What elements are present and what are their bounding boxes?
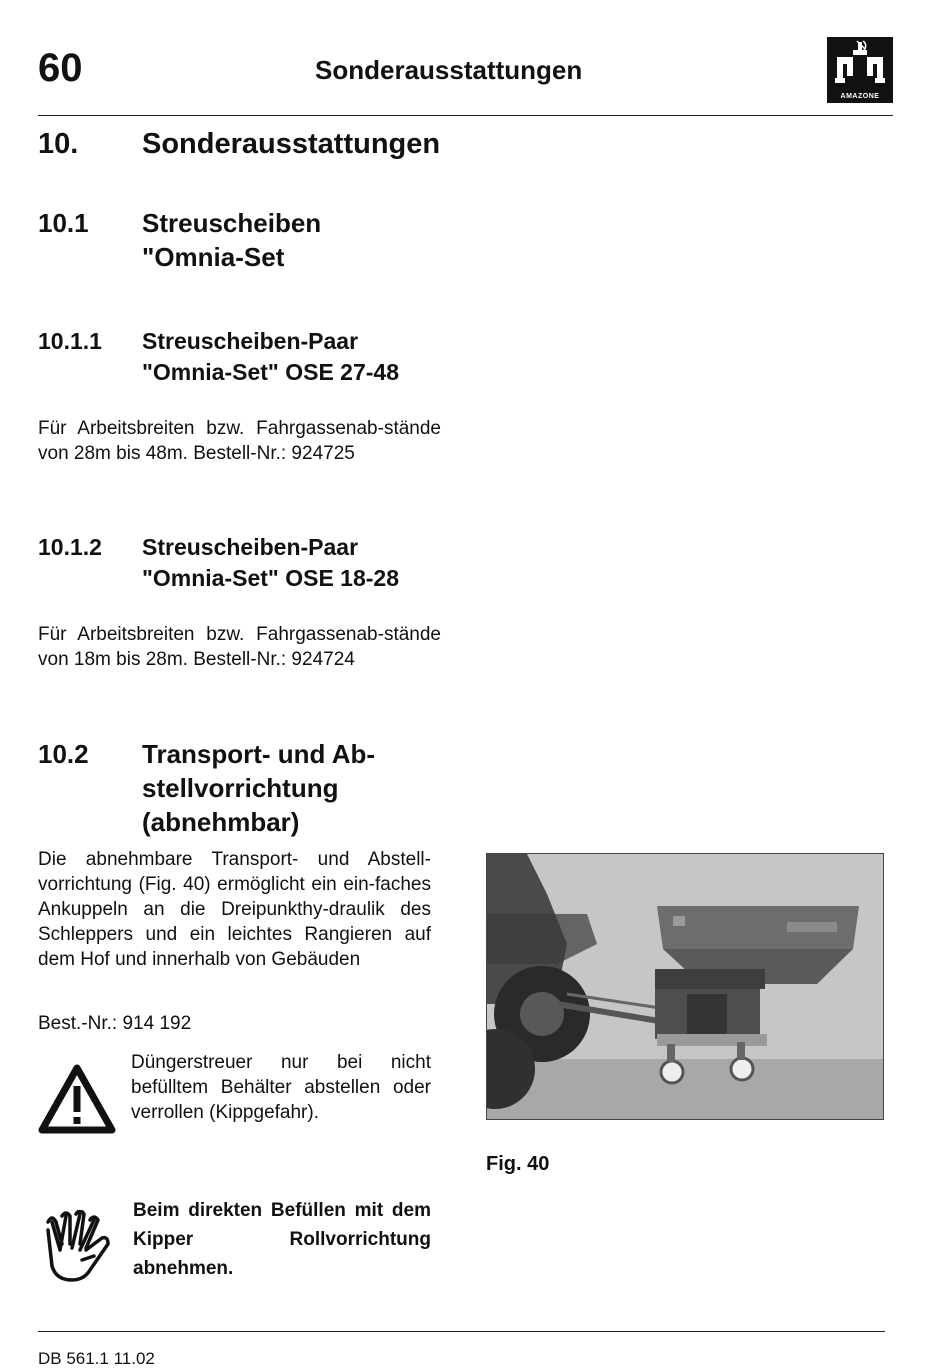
body-paragraph: Die abnehmbare Transport- und Abstell-vorrichtung (Fig. 40) ermöglicht ein ein-faches Ankuppeln an die Dreipunkthy-draulik des Schleppers und ein leichtes Rangieren auf dem Hof und innerhalb von Gebäuden xyxy=(38,849,431,970)
figure-caption: Fig. 40 xyxy=(486,1153,550,1175)
subsubsection-title-line: Streuscheiben-Paar xyxy=(142,534,359,560)
subsection-number: 10.2 xyxy=(38,739,89,769)
body-paragraph: Für Arbeitsbreiten bzw. Fahrgassenab-stände von 18m bis 28m. Bestell-Nr.: 924724 xyxy=(38,624,441,670)
subsubsection-title-line: "Omnia-Set" OSE 27-48 xyxy=(142,359,400,385)
stop-hand-icon xyxy=(42,1210,112,1289)
subsection-title xyxy=(142,206,321,274)
subsubsection-title xyxy=(142,532,399,594)
figure-photo xyxy=(486,853,884,1120)
subsubsection-title-line: "Omnia-Set" OSE 18-28 xyxy=(142,565,400,591)
subsection-number: 10.1 xyxy=(38,208,89,238)
subsection-title-line: (abnehmbar) xyxy=(142,807,300,837)
subsection-title-line: Transport- und Ab- xyxy=(142,739,376,769)
section-number: 10. xyxy=(38,128,79,160)
body-paragraph: Für Arbeitsbreiten bzw. Fahrgassenab-stände von 28m bis 48m. Bestell-Nr.: 924725 xyxy=(38,418,441,464)
header-rule xyxy=(38,115,893,116)
amazone-logo xyxy=(827,37,893,103)
footer-doc-id: DB 561.1 11.02 xyxy=(38,1349,155,1368)
spreader-photo-illustration xyxy=(487,854,883,1119)
subsubsection-title-line: Streuscheiben-Paar xyxy=(142,328,359,354)
logo-emblem-icon xyxy=(827,37,893,93)
running-title: Sonderausstattungen xyxy=(315,55,583,85)
subsection-title-line: Streuscheiben xyxy=(142,208,322,238)
footer-rule xyxy=(38,1331,885,1332)
order-number: Best.-Nr.: 914 192 xyxy=(38,1013,192,1034)
warning-triangle-icon xyxy=(38,1064,116,1139)
logo-wordmark: AMAZONE xyxy=(840,93,880,100)
section-title: Sonderausstattungen xyxy=(142,128,441,160)
subsubsection-number: 10.1.2 xyxy=(38,534,102,560)
note-text: Beim direkten Befüllen mit dem Kipper Rollvorrichtung abnehmen. xyxy=(133,1200,431,1279)
subsubsection-title xyxy=(142,326,399,388)
subsubsection-number: 10.1.1 xyxy=(38,328,102,354)
warning-text: Düngerstreuer nur bei nicht befülltem Behälter abstellen oder verrollen (Kippgefahr). xyxy=(131,1052,431,1123)
subsection-title-line: "Omnia-Set xyxy=(142,242,285,272)
subsection-title xyxy=(142,737,375,839)
page-number: 60 xyxy=(38,46,83,90)
subsection-title-line: stellvorrichtung xyxy=(142,773,339,803)
